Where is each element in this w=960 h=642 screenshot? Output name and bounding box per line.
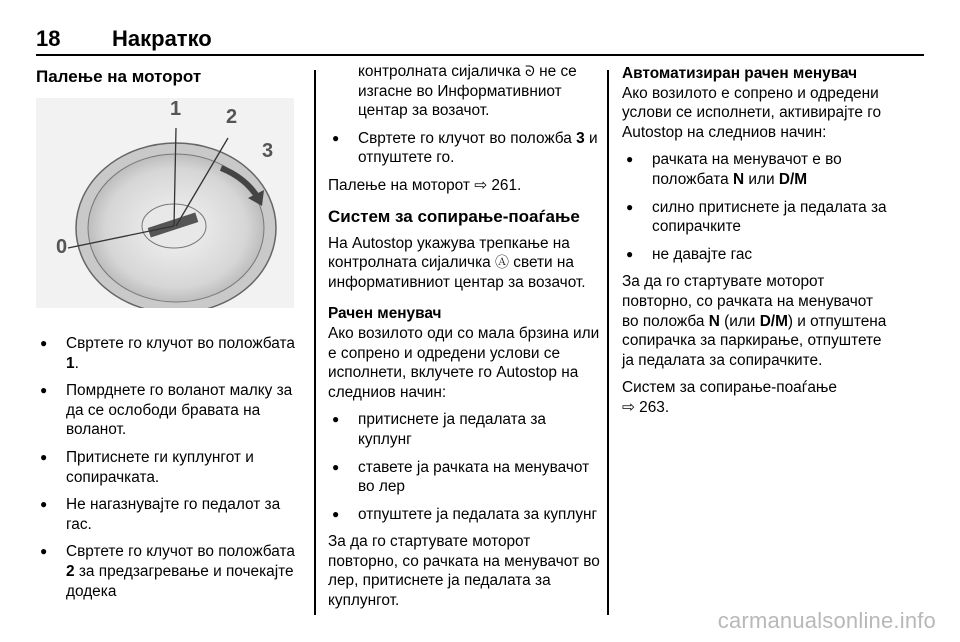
automated-manual-intro: Ако возилото е сопрено и одредени услови се исполнети, активирајте го Autostop на следниов начин: bbox=[622, 84, 882, 141]
engine-start-steps bbox=[36, 334, 302, 601]
header-rule bbox=[36, 54, 924, 56]
section-heading-engine-start: Палење на моторот bbox=[36, 67, 202, 86]
automated-manual-steps bbox=[622, 150, 890, 264]
list-item: ● Свртете го клучот во положбата 1. bbox=[36, 334, 302, 373]
reference-arrow-icon: ⇨ bbox=[622, 398, 635, 416]
watermark: carmanualsonline.info bbox=[717, 608, 936, 633]
ignition-switch-figure bbox=[36, 98, 294, 308]
column-1 bbox=[36, 66, 302, 609]
section-heading-stop-start: Систем за сопирање-поаѓање bbox=[328, 206, 580, 226]
manual-transmission-steps bbox=[328, 410, 600, 524]
figure-label-2: 2 bbox=[226, 106, 238, 128]
list-item: ● Свртете го клучот во положбата 2 за предзагревање и почекајте додека bbox=[36, 542, 302, 601]
list-item: ● ставете ја рачката на менувачот во лер bbox=[328, 458, 600, 497]
preheat-coil-icon: ᘐ bbox=[524, 63, 535, 79]
figure-label-0: 0 bbox=[56, 236, 68, 258]
reference-arrow-icon: ⇨ bbox=[474, 176, 488, 194]
list-item: ● отпуштете ја педалата за куплунг bbox=[328, 505, 600, 525]
ignition-lock-illustration bbox=[36, 98, 294, 308]
figure-label-1: 1 bbox=[170, 98, 182, 120]
manual-transmission-intro: Ако возилото оди со мала брзина или е сопрено и одредени услови се исполнети, вклучете го Autostop на следниов начин: bbox=[328, 324, 600, 401]
column-divider-1 bbox=[314, 70, 316, 615]
page-header-title: Накратко bbox=[112, 26, 212, 51]
list-item: ● Свртете го клучот во положба 3 и отпуштете го. bbox=[328, 129, 600, 168]
autostop-a-icon: Ⓐ bbox=[494, 254, 509, 271]
list-item: ● Помрднете го воланот малку за да се ослободи бравата на воланот. bbox=[36, 381, 302, 440]
cross-reference-engine-start[interactable]: Палење на моторот ⇨ 261. bbox=[328, 176, 522, 194]
continued-step-text: контролната сијаличка ᘐ не се изгасне во Информативниот центар за возачот. bbox=[358, 63, 577, 120]
column-3 bbox=[622, 64, 890, 426]
list-item: ● силно притиснете ја педалата за сопирачките bbox=[622, 198, 890, 237]
column-2 bbox=[328, 62, 600, 619]
list-item: ● не давајте гас bbox=[622, 245, 890, 265]
engine-start-steps-cont bbox=[328, 129, 600, 168]
autostop-description: На Autostop укажува трепкање на контролната сијаличка Ⓐ свети на информативниот центар за возачот. bbox=[328, 234, 586, 291]
list-item: ● рачката на менувачот е во положбата N или D/M bbox=[622, 150, 890, 189]
automated-restart-text: За да го стартувате моторот повторно, со рачката на менувачот во положба N (или D/M) и отпуштена сопирачка за паркирање, отпуштете ја педалата за сопирачките. bbox=[622, 273, 887, 369]
figure-label-3: 3 bbox=[262, 140, 274, 162]
cross-reference-stop-start[interactable]: Систем за сопирање-поаѓање ⇨ 263. bbox=[622, 379, 837, 416]
subheading-automated-manual: Автоматизиран рачен менувач bbox=[622, 65, 858, 82]
page-number: 18 bbox=[36, 26, 61, 51]
list-item: ● Притиснете ги куплунгот и сопирачката. bbox=[36, 448, 302, 487]
manual-restart-text: За да го стартувате моторот повторно, со рачката на менувачот во лер, притиснете ја педалата за куплунгот. bbox=[328, 533, 600, 610]
list-item: ● притиснете ја педалата за куплунг bbox=[328, 410, 600, 449]
column-divider-2 bbox=[607, 70, 609, 615]
subheading-manual-transmission: Рачен менувач bbox=[328, 305, 442, 323]
list-item: ● Не нагазнувајте го педалот за гас. bbox=[36, 495, 302, 534]
